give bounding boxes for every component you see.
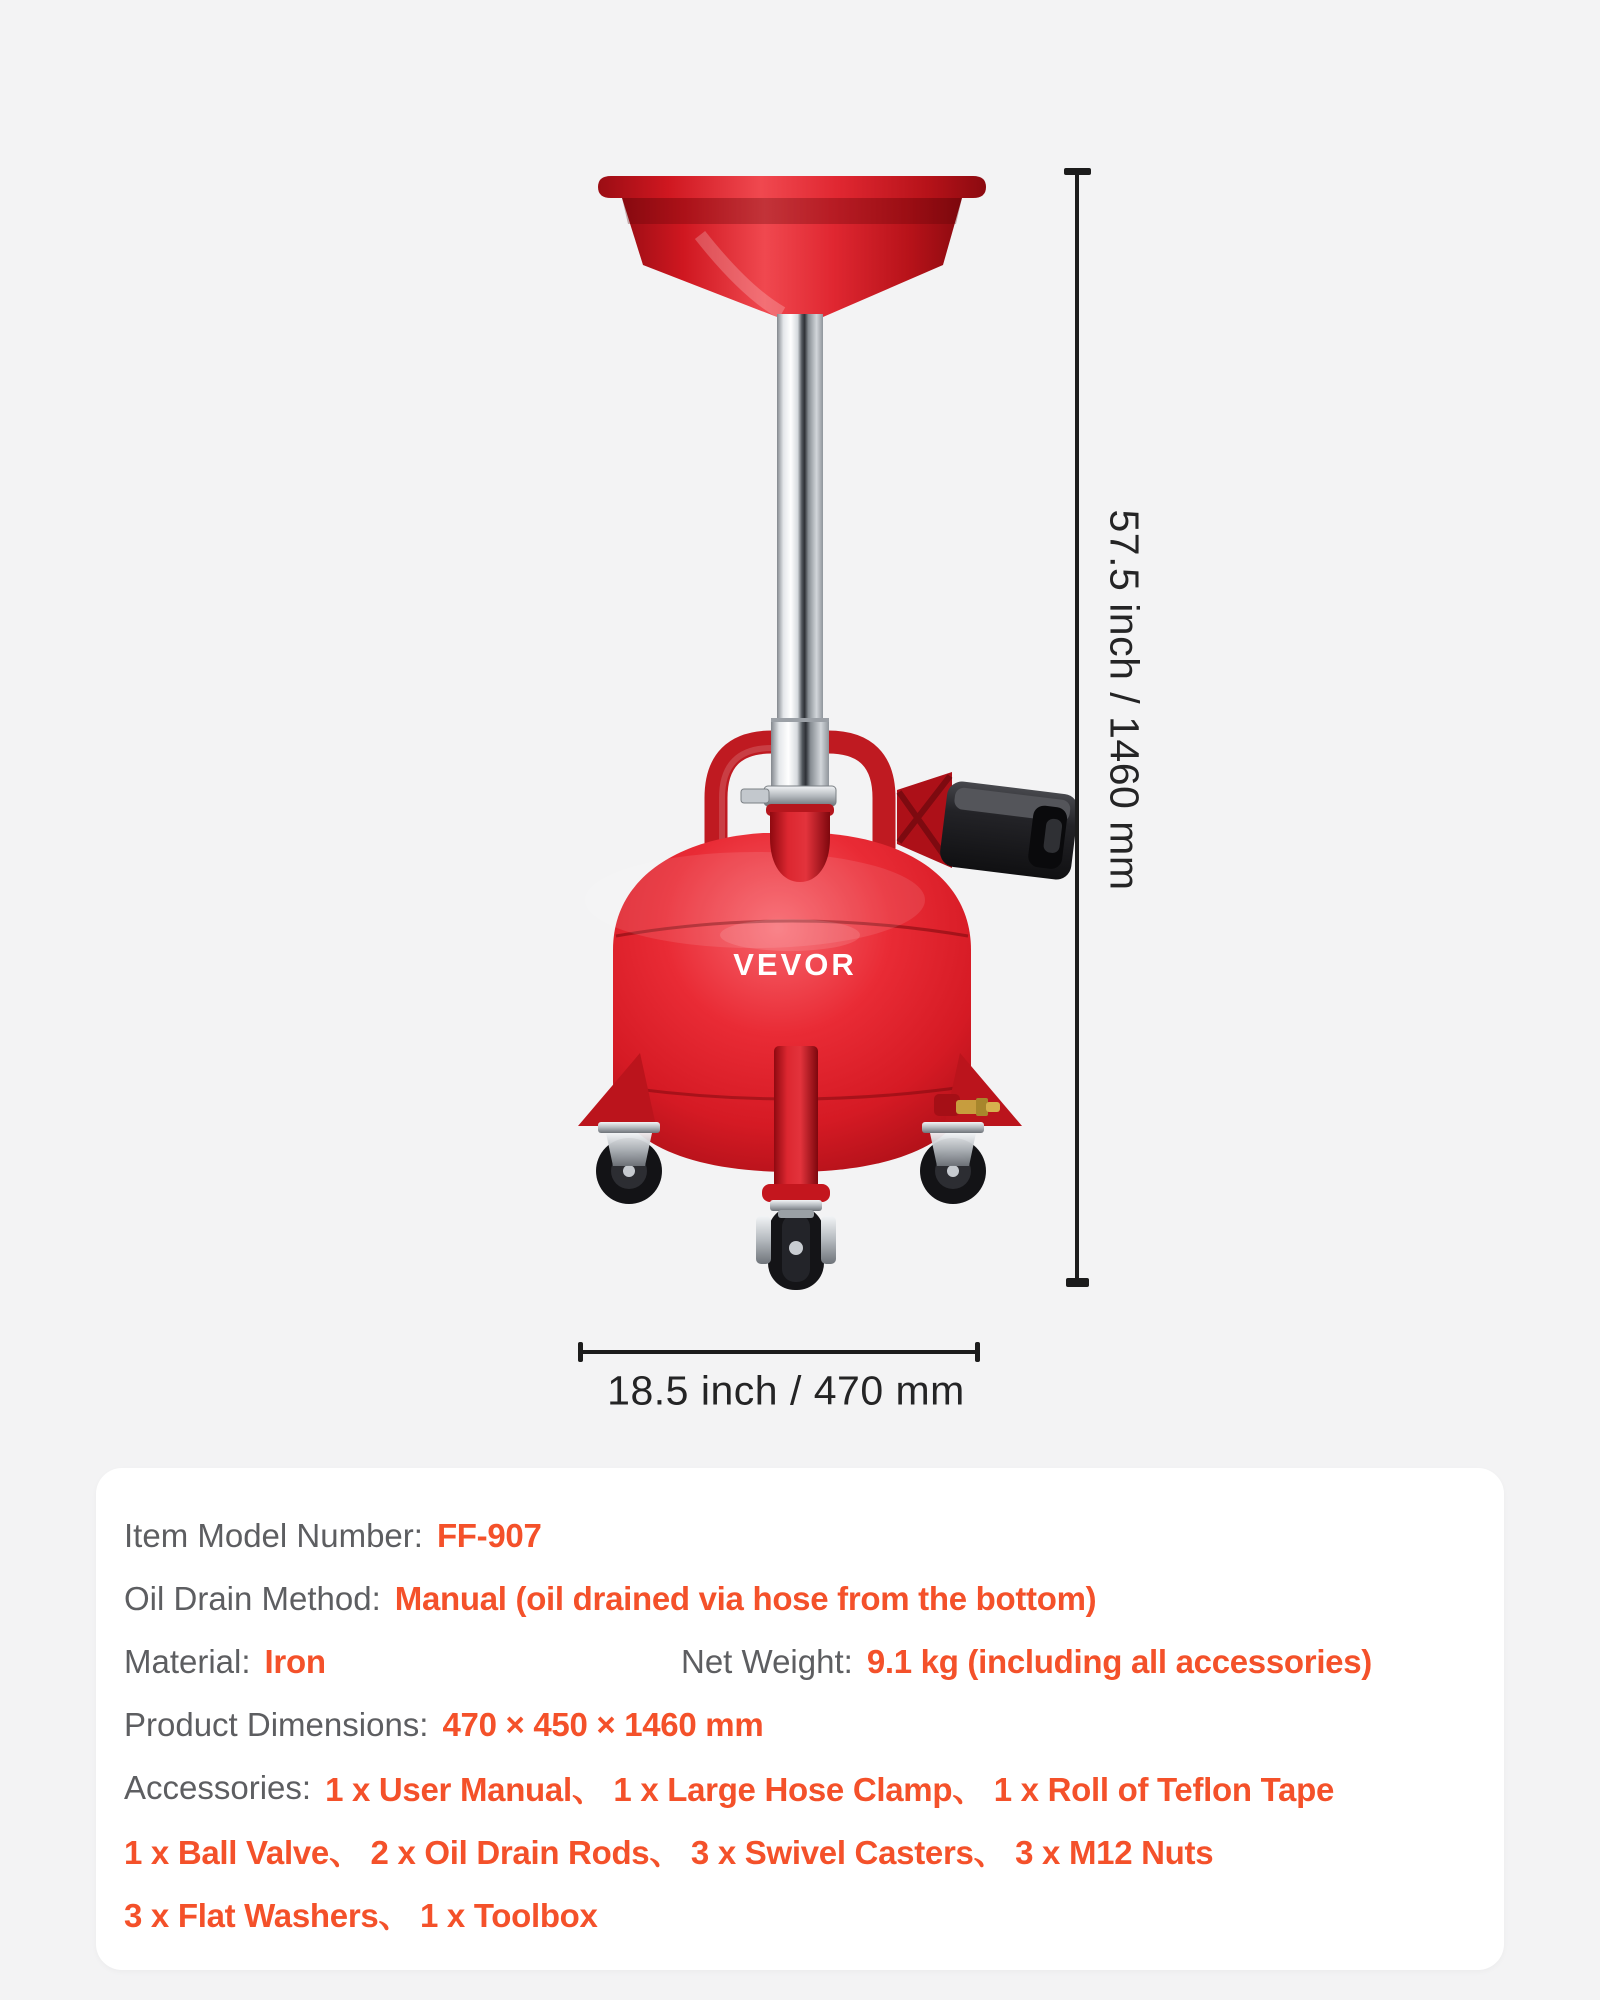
accessories-value-line3: 3 x Flat Washers、 1 x Toolbox	[124, 1897, 598, 1934]
accessories-value-line2: 1 x Ball Valve、 2 x Oil Drain Rods、 3 x Swivel Casters、 3 x M12 Nuts	[124, 1834, 1214, 1871]
net-weight-label: Net Weight:	[681, 1642, 853, 1680]
spec-card	[96, 1468, 1504, 1970]
net-weight-value: 9.1 kg (including all accessories)	[866, 1642, 1372, 1680]
material-value: Iron	[264, 1642, 326, 1680]
spec-row-item-model	[124, 1504, 1476, 1567]
spec-row-accessories-3	[124, 1882, 1476, 1945]
spec-row-product-dimensions	[124, 1693, 1476, 1756]
spec-row-material-weight	[124, 1630, 1476, 1693]
product-dimensions-label: Product Dimensions:	[124, 1705, 429, 1743]
width-dimension-label: 18.5 inch / 470 mm	[607, 1367, 965, 1414]
material-label: Material:	[124, 1642, 251, 1680]
spec-row-accessories-2	[124, 1819, 1476, 1882]
item-model-label: Item Model Number:	[124, 1516, 423, 1554]
drip-tray	[938, 780, 1079, 881]
net-weight-cell	[681, 1643, 1372, 1681]
material-cell	[124, 1643, 681, 1681]
item-model-value: FF-907	[436, 1516, 542, 1554]
product-dimensions-value: 470 × 450 × 1460 mm	[442, 1705, 764, 1743]
hose-clamp-screw	[741, 789, 769, 803]
height-dimension-label: 57.5 inch / 1460 mm	[1101, 509, 1148, 891]
accessories-label: Accessories:	[124, 1768, 312, 1806]
oil-drain-method-value: Manual (oil drained via hose from the bottom)	[394, 1579, 1097, 1617]
spec-row-accessories	[124, 1756, 1476, 1819]
oil-drain-method-label: Oil Drain Method:	[124, 1579, 381, 1617]
brand-logo: VEVOR	[733, 947, 857, 982]
accessories-value-line1: 1 x User Manual、 1 x Large Hose Clamp、 1 x Roll of Teflon Tape	[325, 1771, 1334, 1808]
width-dimension-line	[578, 1342, 980, 1362]
hose-clamp	[764, 786, 836, 806]
oil-funnel	[598, 176, 986, 317]
front-caster	[756, 1200, 836, 1290]
spec-row-oil-drain-method	[124, 1567, 1476, 1630]
height-dimension-line	[1064, 168, 1091, 1287]
